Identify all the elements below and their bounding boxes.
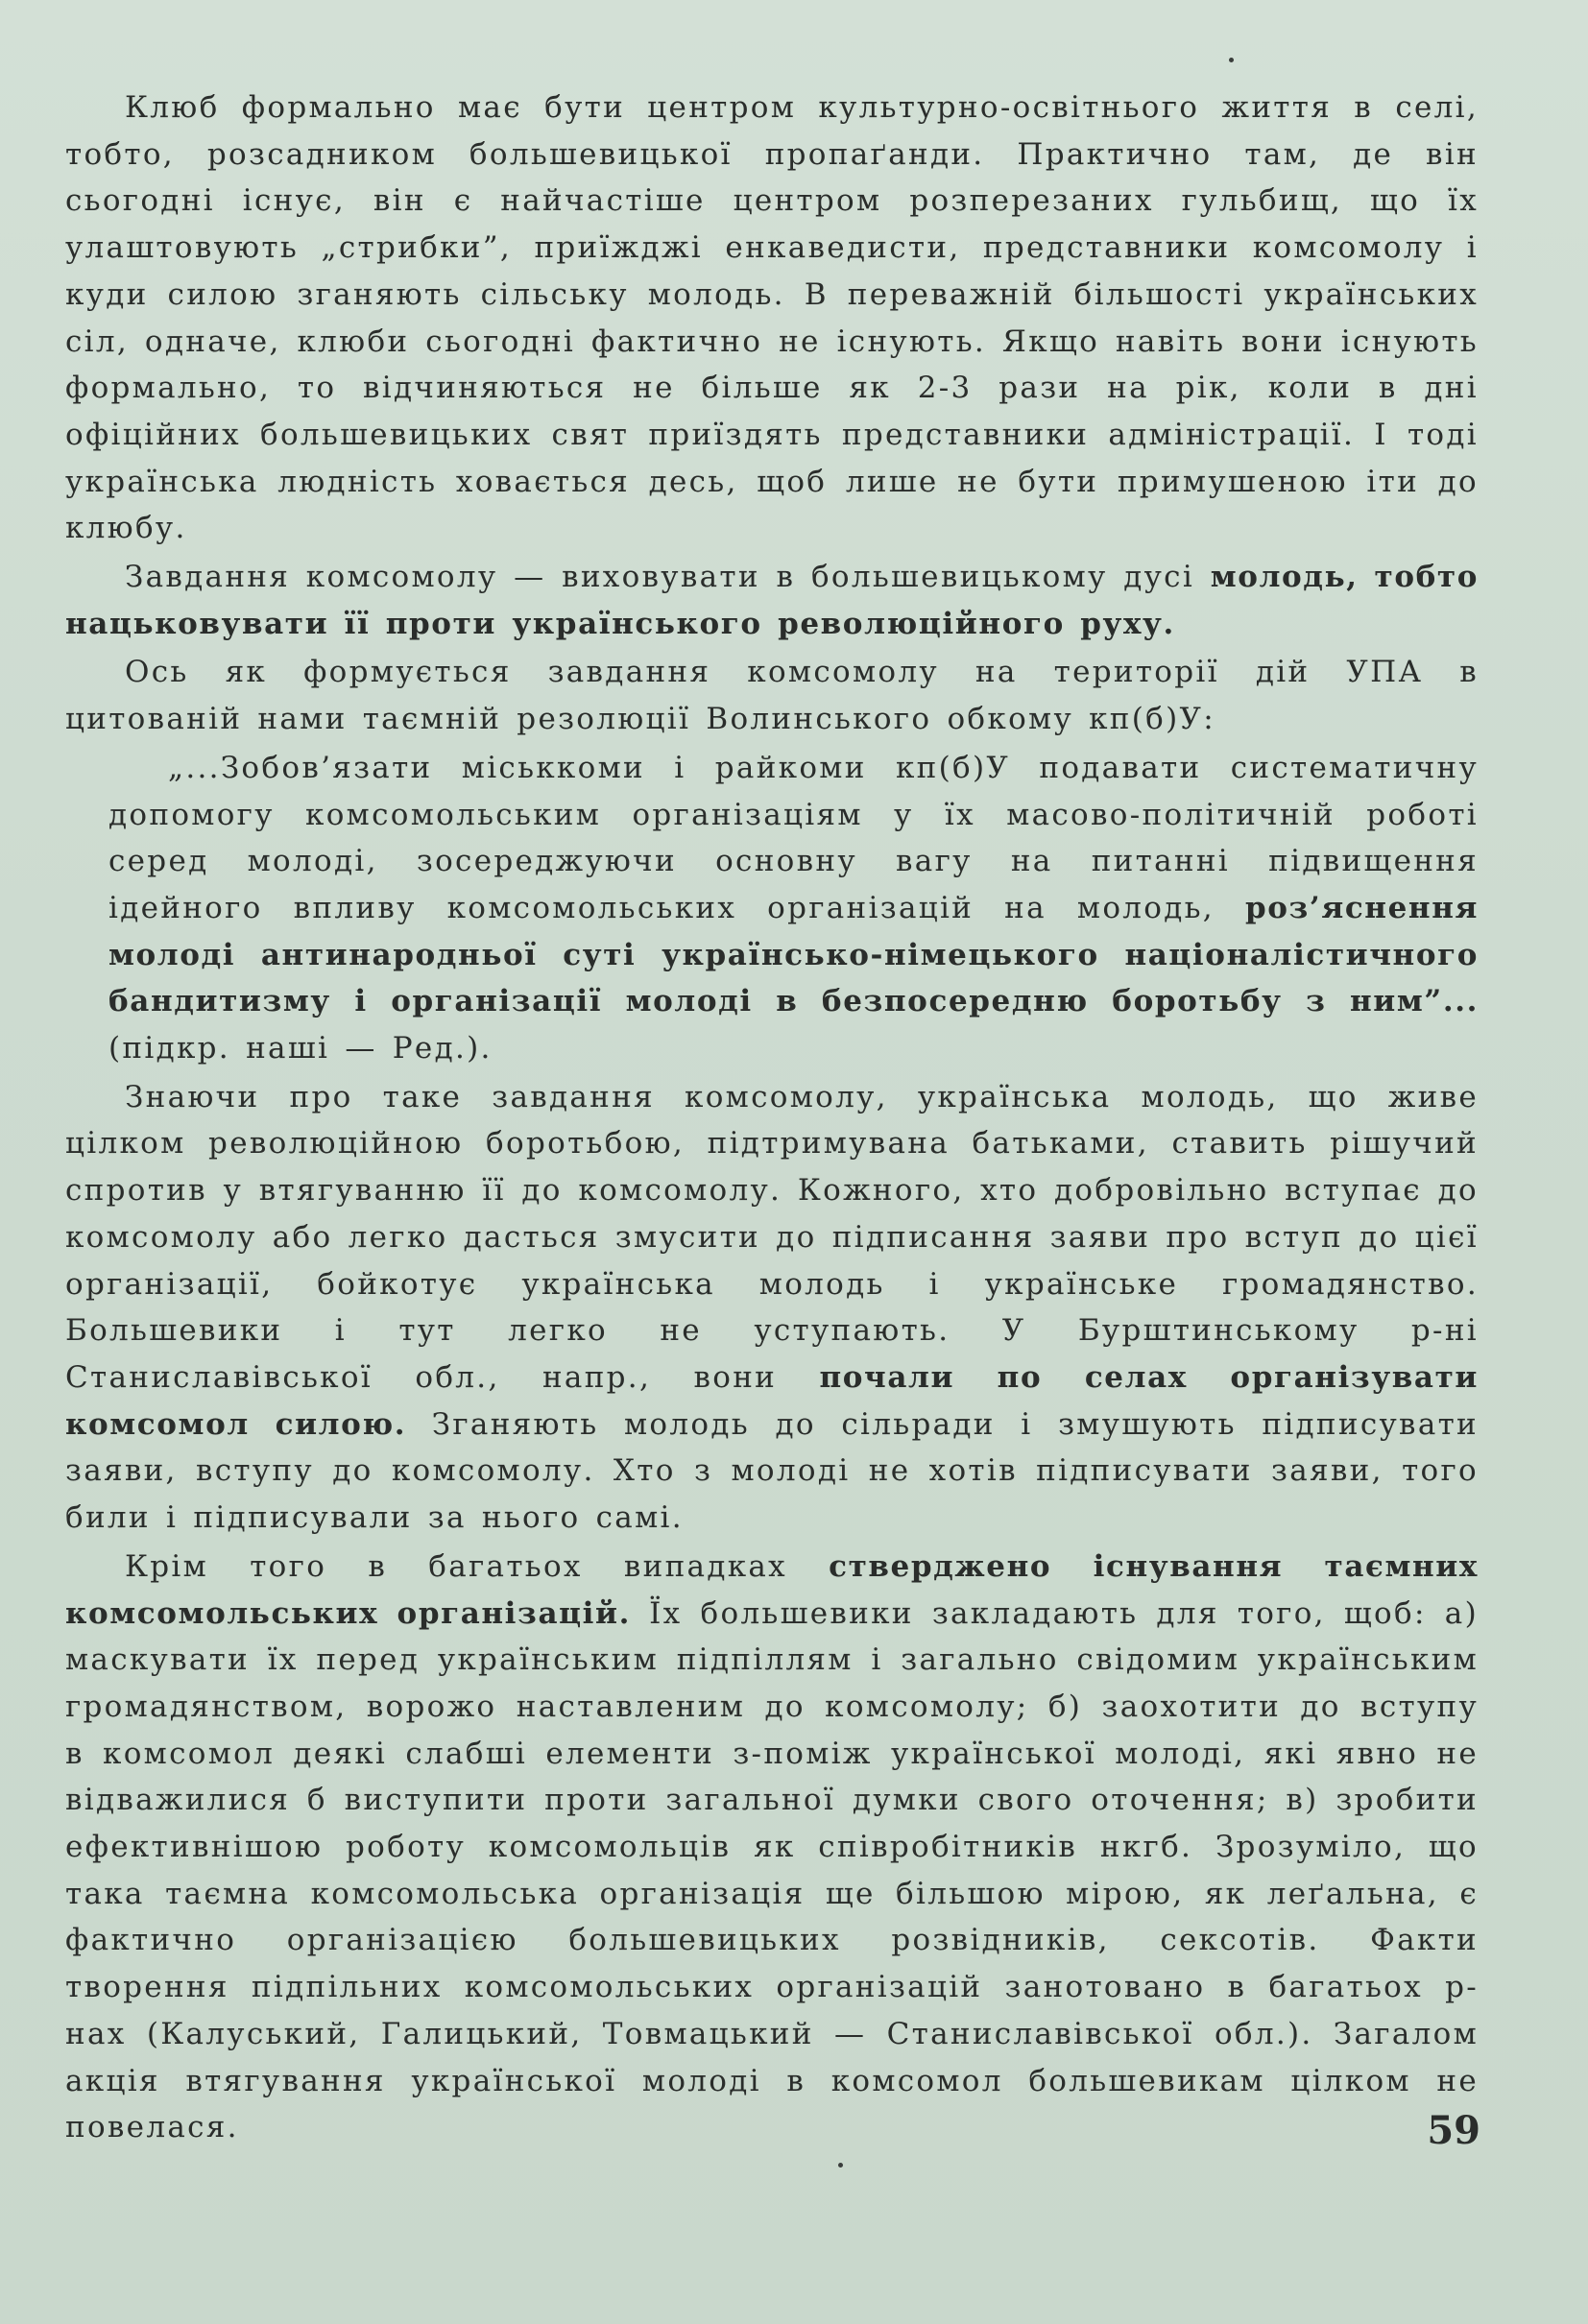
emphasized-text: почали по селах організувати комсомол силою.: [65, 1359, 1479, 1442]
paragraph: [65, 1544, 1479, 2151]
print-speck: [1229, 58, 1234, 62]
text-run: „...Зобов’язати міськкоми і райкоми кп(б)У подавати систематичну допомогу комсомольським організаціям у їх масово-політичній роботі серед молоді, зосереджуючи основну вагу на питанні підвищення ідейного впливу комсомольських організацій на молодь,: [108, 750, 1479, 925]
page-number: 59: [1427, 2108, 1480, 2153]
text-run: Зганяють молодь до сільради і змушують підписувати заяви, вступу до комсомолу. Хто з молоді не хотів підписувати заяви, того били і підписували за нього самі.: [65, 1406, 1480, 1536]
body-text: [65, 84, 1479, 2153]
quoted-resolution: [65, 745, 1479, 1072]
text-run: Їх большевики закладають для того, щоб: а) маскувати їх перед українським підпіллям і загально свідомим українським громадянством, ворожо наставленим до комсомолу; б) заохотити до вступу в комсомол деякі слабші елементи з-поміж української молоді, які явно не відважилися б виступити проти загальної думки свого оточення; в) зробити ефективнішою роботу комсомольців як співробітників нкгб. Зрозуміло, що така таємна комсомольська організація ще більшою мірою, як леґальна, є фактично організацією большевицьких розвідників, сексотів. Факти творення підпільних комсомольських організацій занотовано в багатьох р-нах (Калуський, Галицький, Товмацький — Станиславівської обл.). Загалом акція втягування української молоді в комсомол большевикам цілком не повелася.: [65, 1595, 1479, 2145]
text-run: Ось як формується завдання комсомолу на території дій УПА в цитованій нами таємній резолюції Волинського обкому кп(б)У:: [65, 655, 1479, 737]
emphasized-text: роз’яснення молоді антинародньої суті українсько-німецького націоналістичного бандитизму і організації молоді в безпосередню боротьбу з ним”...: [108, 890, 1479, 1019]
paragraph: [65, 554, 1479, 647]
text-run: Крім того в багатьох випадках: [125, 1548, 830, 1584]
text-run: Знаючи про таке завдання комсомолу, українська молодь, що живе цілком революційною боротьбою, підтримувана батьками, ставить рішучий спротив у втягуванню її до комсомолу. Кожного, хто добровільно вступає до комсомолу або легко дасться змусити до підписання заяви про вступ до цієї організації, бойкотує українська молодь і українське громадянство. Большевики і тут легко не уступають. У Бурштинському р-ні Станиславівської обл., напр., вони: [65, 1079, 1479, 1395]
paragraph: [65, 1074, 1479, 1542]
print-speck: [838, 2163, 843, 2168]
paragraph: [65, 84, 1479, 552]
text-run: Завдання комсомолу — виховувати в большевицькому дусі: [125, 560, 1211, 595]
text-run: (підкр. наші — Ред.).: [108, 1031, 493, 1066]
emphasized-text: молодь, тобто нацьковувати її проти українського революційного руху.: [65, 560, 1479, 641]
text-run: Клюб формально має бути центром культурно-освітнього життя в селі, тобто, розсадником большевицької пропаґанди. Практично там, де він сьогодні існує, він є найчастіше центром розперезаних гульбищ, що їх улаштовують „стрибки”, приїжджі енкаведисти, представники комсомолу і куди силою зганяють сільську молодь. В переважній більшості українських сіл, одначе, клюби сьогодні фактично не існують. Якщо навіть вони існують формально, то відчиняються не більше як 2-3 рази на рік, коли в дні офіційних большевицьких свят приїздять представники адміністрації. І тоді українська людність ховається десь, щоб лише не бути примушеною іти до клюбу.: [65, 90, 1479, 546]
emphasized-text: стверджено існування таємних комсомольських організацій.: [65, 1548, 1479, 1631]
paragraph: [65, 649, 1479, 742]
